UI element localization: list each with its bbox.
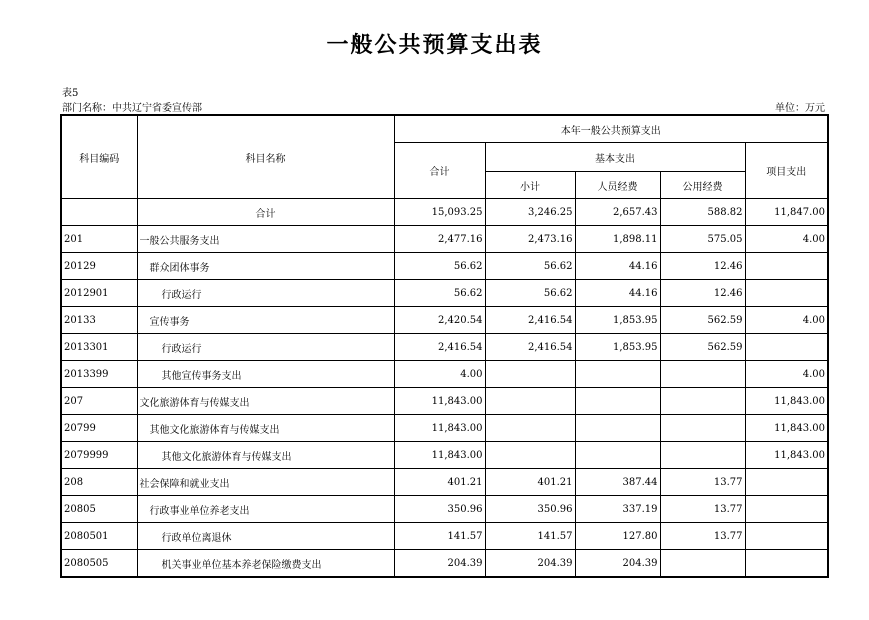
row-code (61, 199, 137, 226)
row-name: 一般公共服务支出 (137, 226, 394, 253)
row-project: 11,843.00 (745, 388, 828, 415)
header-project: 项目支出 (745, 143, 828, 199)
row-code: 2079999 (61, 442, 137, 469)
row-total: 4.00 (394, 361, 485, 388)
row-subtotal: 2,473.16 (485, 226, 575, 253)
row-total: 15,093.25 (394, 199, 485, 226)
total-row (61, 199, 828, 226)
table-row (61, 469, 828, 496)
row-personnel: 1,898.11 (575, 226, 660, 253)
budget-table (60, 114, 829, 578)
row-name: 宣传事务 (137, 307, 394, 334)
row-public: 562.59 (660, 307, 745, 334)
row-personnel: 204.39 (575, 550, 660, 578)
table-row (61, 523, 828, 550)
row-name: 行政运行 (137, 334, 394, 361)
row-subtotal: 141.57 (485, 523, 575, 550)
row-total: 401.21 (394, 469, 485, 496)
row-personnel: 1,853.95 (575, 307, 660, 334)
row-project (745, 334, 828, 361)
header-subtotal: 小计 (485, 172, 575, 199)
row-subtotal: 2,416.54 (485, 307, 575, 334)
row-total: 56.62 (394, 280, 485, 307)
row-public: 13.77 (660, 496, 745, 523)
row-code: 2080501 (61, 523, 137, 550)
row-personnel: 1,853.95 (575, 334, 660, 361)
row-subtotal: 56.62 (485, 253, 575, 280)
row-personnel: 44.16 (575, 280, 660, 307)
row-code: 2013399 (61, 361, 137, 388)
header-total: 合计 (394, 143, 485, 199)
row-name: 社会保障和就业支出 (137, 469, 394, 496)
table-row (61, 280, 828, 307)
table-row (61, 415, 828, 442)
row-public: 13.77 (660, 469, 745, 496)
row-public (660, 550, 745, 578)
row-code: 20805 (61, 496, 137, 523)
row-total: 204.39 (394, 550, 485, 578)
row-subtotal: 401.21 (485, 469, 575, 496)
row-total: 11,843.00 (394, 415, 485, 442)
row-name: 文化旅游体育与传媒支出 (137, 388, 394, 415)
row-public: 12.46 (660, 280, 745, 307)
row-public (660, 361, 745, 388)
header-name: 科目名称 (137, 115, 394, 199)
table-row (61, 388, 828, 415)
row-total: 11,843.00 (394, 442, 485, 469)
row-code: 20129 (61, 253, 137, 280)
header-personnel: 人员经费 (575, 172, 660, 199)
row-name: 其他文化旅游体育与传媒支出 (137, 415, 394, 442)
row-code: 2080505 (61, 550, 137, 578)
row-public: 575.05 (660, 226, 745, 253)
row-personnel: 127.80 (575, 523, 660, 550)
row-name: 机关事业单位基本养老保险缴费支出 (137, 550, 394, 578)
row-name: 群众团体事务 (137, 253, 394, 280)
row-project (745, 280, 828, 307)
row-project: 11,847.00 (745, 199, 828, 226)
unit-label: 单位：万元 (775, 103, 825, 114)
row-code: 20133 (61, 307, 137, 334)
row-total: 2,477.16 (394, 226, 485, 253)
row-personnel (575, 415, 660, 442)
header-basic: 基本支出 (485, 143, 745, 172)
table-row (61, 442, 828, 469)
page-title: 一般公共预算支出表 (326, 33, 543, 58)
table-row (61, 496, 828, 523)
row-personnel: 2,657.43 (575, 199, 660, 226)
row-subtotal (485, 415, 575, 442)
row-code: 207 (61, 388, 137, 415)
row-personnel (575, 442, 660, 469)
row-name: 其他文化旅游体育与传媒支出 (137, 442, 394, 469)
row-personnel: 337.19 (575, 496, 660, 523)
row-project: 4.00 (745, 226, 828, 253)
row-total: 11,843.00 (394, 388, 485, 415)
row-project (745, 550, 828, 578)
row-public (660, 442, 745, 469)
row-project: 11,843.00 (745, 415, 828, 442)
row-personnel (575, 388, 660, 415)
row-subtotal: 56.62 (485, 280, 575, 307)
row-subtotal (485, 388, 575, 415)
row-total: 56.62 (394, 253, 485, 280)
row-total: 350.96 (394, 496, 485, 523)
row-public: 13.77 (660, 523, 745, 550)
row-subtotal: 350.96 (485, 496, 575, 523)
row-project (745, 469, 828, 496)
row-project (745, 523, 828, 550)
row-project (745, 496, 828, 523)
row-code: 201 (61, 226, 137, 253)
row-code: 208 (61, 469, 137, 496)
header-public: 公用经费 (660, 172, 745, 199)
row-total: 2,420.54 (394, 307, 485, 334)
row-project (745, 253, 828, 280)
header-code: 科目编码 (61, 115, 137, 199)
row-name: 合计 (137, 199, 394, 226)
row-public (660, 415, 745, 442)
row-name: 行政运行 (137, 280, 394, 307)
row-public: 562.59 (660, 334, 745, 361)
row-subtotal: 204.39 (485, 550, 575, 578)
table-row (61, 550, 828, 578)
row-public (660, 388, 745, 415)
table-row (61, 253, 828, 280)
row-project: 4.00 (745, 361, 828, 388)
table-number: 表5 (62, 88, 79, 99)
row-code: 20799 (61, 415, 137, 442)
row-total: 2,416.54 (394, 334, 485, 361)
row-project: 4.00 (745, 307, 828, 334)
row-personnel: 44.16 (575, 253, 660, 280)
row-subtotal (485, 361, 575, 388)
table-row (61, 307, 828, 334)
row-personnel (575, 361, 660, 388)
row-total: 141.57 (394, 523, 485, 550)
row-personnel: 387.44 (575, 469, 660, 496)
department-name: 部门名称：中共辽宁省委宣传部 (62, 103, 202, 114)
row-code: 2012901 (61, 280, 137, 307)
row-subtotal: 2,416.54 (485, 334, 575, 361)
table-row (61, 226, 828, 253)
table-row (61, 334, 828, 361)
header-group: 本年一般公共预算支出 (394, 115, 828, 143)
row-name: 行政单位离退休 (137, 523, 394, 550)
row-code: 2013301 (61, 334, 137, 361)
row-subtotal (485, 442, 575, 469)
row-name: 行政事业单位养老支出 (137, 496, 394, 523)
row-name: 其他宣传事务支出 (137, 361, 394, 388)
row-subtotal: 3,246.25 (485, 199, 575, 226)
row-project: 11,843.00 (745, 442, 828, 469)
row-public: 588.82 (660, 199, 745, 226)
table-row (61, 361, 828, 388)
row-public: 12.46 (660, 253, 745, 280)
